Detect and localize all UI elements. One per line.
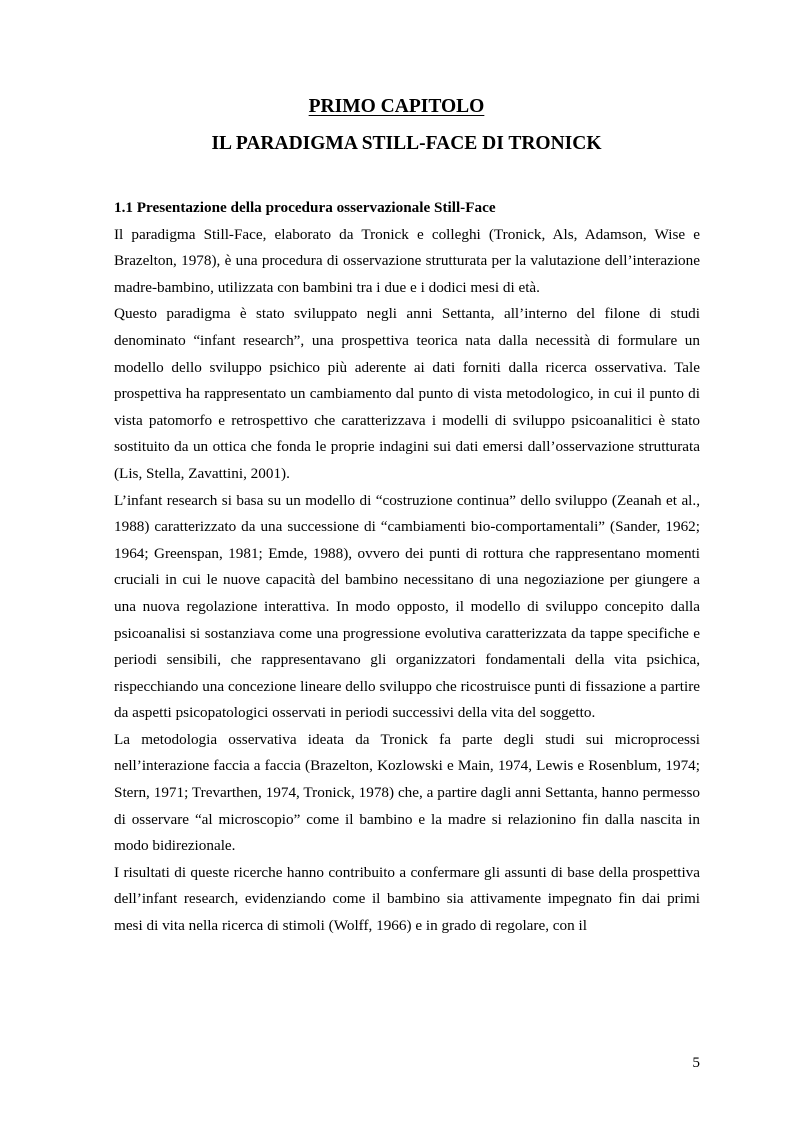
chapter-label: PRIMO CAPITOLO bbox=[308, 96, 485, 117]
paragraph: I risultati di queste ricerche hanno contribuito a confermare gli assunti di base della prospettiva dell’infant research, evidenziando come il bambino sia attivamente impegnato fin dai primi mesi di vita nella ricerca di stimoli (Wolff, 1966) e in grado di regolare, con il bbox=[114, 863, 700, 935]
paragraph: Il paradigma Still-Face, elaborato da Tronick e colleghi (Tronick, Als, Adamson, Wise e Brazelton, 1978), è una procedura di osservazione strutturata per la valutazione dell’interazione madre-bambino, utilizzata con bambini tra i due e i dodici mesi di età. bbox=[114, 225, 700, 296]
paragraph: La metodologia osservativa ideata da Tronick fa parte degli studi sui microprocessi nell’interazione faccia a faccia (Brazelton, Kozlowski e Main, 1974, Lewis e Rosenblum, 1974; Stern, 1971; Trevarthen, 1974, Tronick, 1978) che, a partire dagli anni Settanta, hanno permesso di osservare “al microscopio” come il bambino e la madre si relazionino fin dalla nascita in modo bidirezionale. bbox=[114, 730, 700, 855]
paragraph: Questo paradigma è stato sviluppato negli anni Settanta, all’interno del filone di studi denominato “infant research”, una prospettiva teorica nata dalla necessità di formulare un modello dello sviluppo psichico più aderente ai dati forniti dalla ricerca osservativa. Tale prospettiva ha rappresentato un cambiamento dal punto di vista metodologico, in cui il punto di vista patomorfo e retrospettivo che caratterizzava i modelli di sviluppo psicoanalitici è stato sostituito da un ottica che fonda le proprie indagini sui dati emersi dall’osservazione strutturata (Lis, Stella, Zavattini, 2001). bbox=[114, 305, 700, 482]
chapter-title: IL PARADIGMA STILL-FACE DI TRONICK bbox=[211, 133, 602, 154]
page-number: 5 bbox=[692, 1054, 700, 1071]
paragraph: L’infant research si basa su un modello di “costruzione continua” dello sviluppo (Zeanah et al., 1988) caratterizzato da una successione di “cambiamenti bio-comportamentali” (Sander, 1962; 1964; Greenspan, 1981; Emde, 1988), ovvero dei punti di rottura che rappresentano momenti cruciali in cui le nuove capacità del bambino necessitano di una negoziazione per giungere a una nuova regolazione interattiva. In modo opposto, il modello di sviluppo concepito dalla psicoanalisi si sostanziava come una progressione evolutiva caratterizzata da tappe specifiche e periodi sensibili, che rappresentavano gli organizzatori fondamentali della vita psichica, rispecchiando una concezione lineare dello sviluppo che ricostruisce punti di fissazione a partire da aspetti psicopatologici osservati in periodi successivi della vita del soggetto. bbox=[114, 491, 700, 722]
body-text bbox=[114, 195, 700, 940]
section-heading: 1.1 Presentazione della procedura osservazionale Still-Face bbox=[114, 199, 496, 216]
